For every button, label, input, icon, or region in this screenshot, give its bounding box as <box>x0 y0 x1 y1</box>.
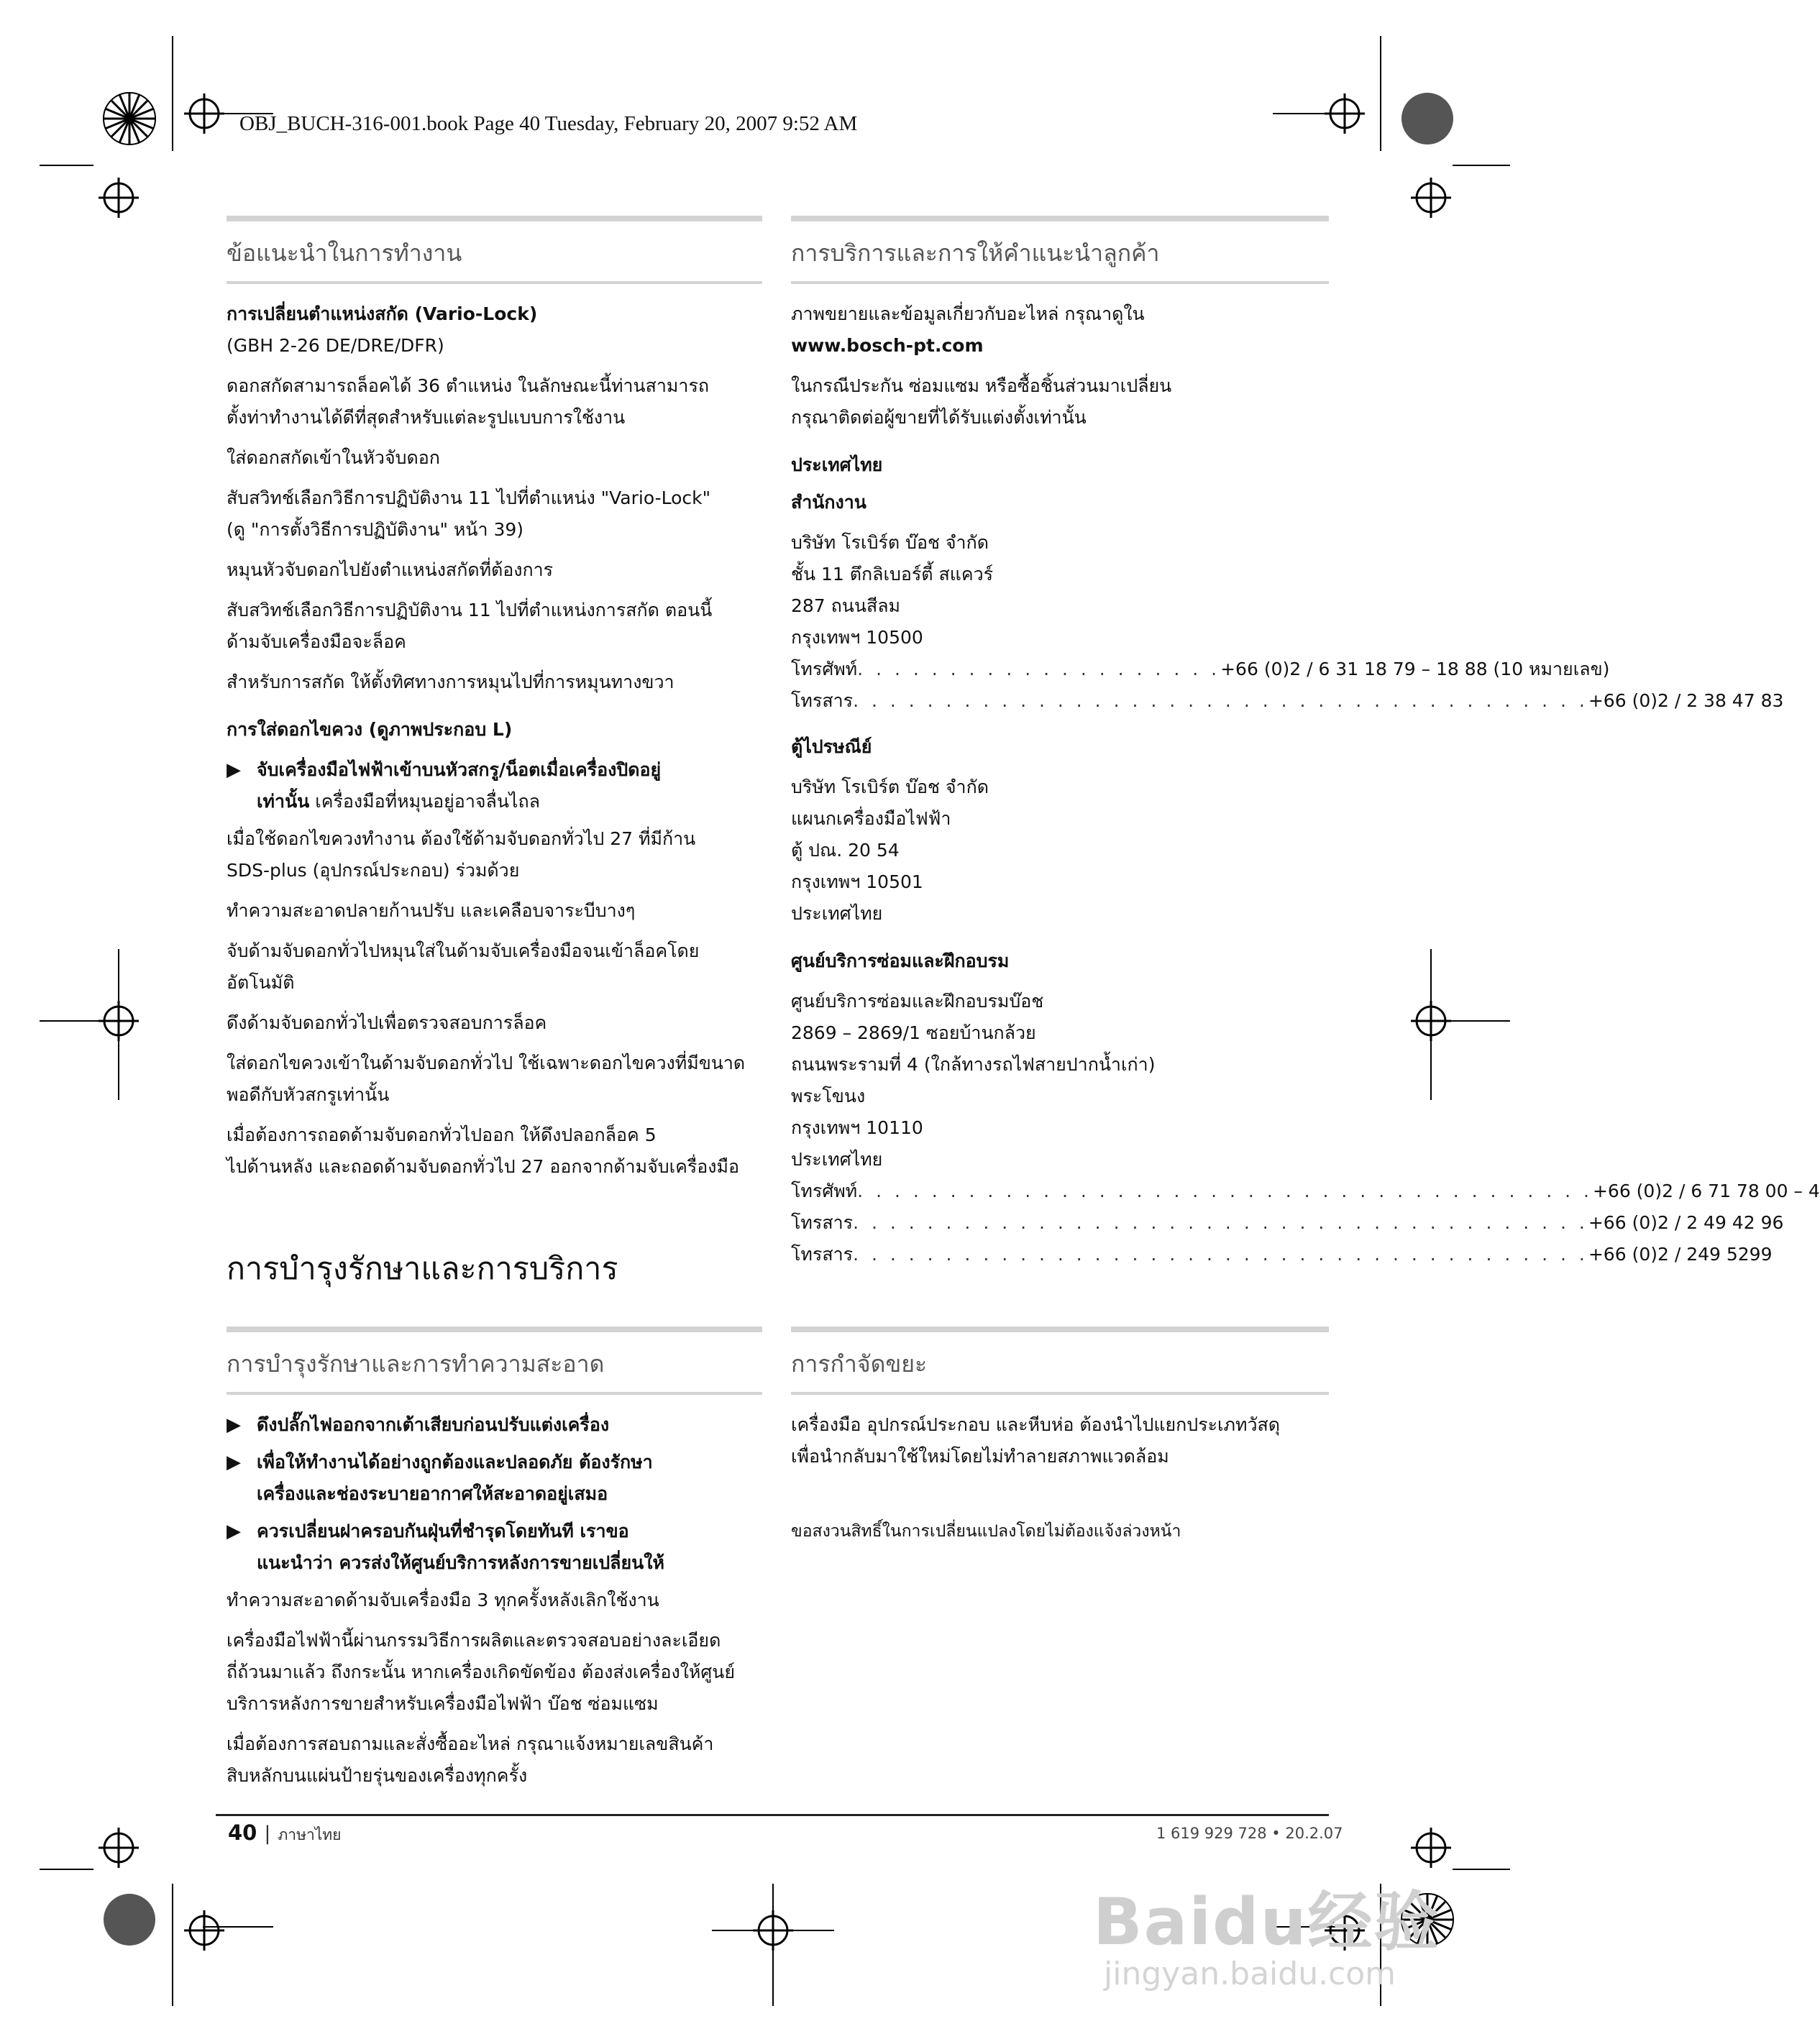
work-tips-heading: ข้อแนะนำในการทำงาน <box>227 216 762 284</box>
paragraph: ดอกสกัดสามารถล็อคได้ 36 ตำแหน่ง ในลักษณะนี้ท่านสามารถ ตั้งท่าทำงานได้ดีที่สุดสำหรับแต่ละรูปแบบการใช้งาน <box>227 375 710 428</box>
paragraph: สับสวิทช์เลือกวิธีการปฏิบัติงาน 11 ไปที่ตำแหน่ง "Vario-Lock" (ดู "การตั้งวิธีการปฏิบัติงาน" หน้า 39) <box>227 487 711 540</box>
center-fax-2: โทรสาร . . . . . . . . . . . . . . . . . . . . . . . . . . . . . . . . . . . . . . . . +66 (0)2 / 249 5299 <box>791 1244 1773 1265</box>
paragraph: เมื่อต้องการสอบถามและสั่งซื้ออะไหล่ กรุณาแจ้งหมายเลขสินค้า สิบหลักบนแผ่นป้ายรุ่นของเครื่องทุกครั้ง <box>227 1733 714 1786</box>
pobox-title: ตู้ไปรษณีย์ <box>791 736 872 757</box>
left-column <box>227 216 762 1191</box>
paragraph: ทำความสะอาดด้ามจับเครื่องมือ 3 ทุกครั้งหลังเลิกใช้งาน <box>227 1590 659 1610</box>
paragraph: สับสวิทช์เลือกวิธีการปฏิบัติงาน 11 ไปที่ตำแหน่งการสกัด ตอนนี้ ด้ามจับเครื่องมือจะล็อค <box>227 600 713 652</box>
maintenance-big-title: การบำรุงรักษาและการบริการ <box>227 1251 618 1287</box>
office-title: สำนักงาน <box>791 492 866 513</box>
footer-rule <box>216 1814 1329 1816</box>
watermark-url: jingyan.baidu.com <box>1104 1956 1396 1992</box>
center-fax-1: โทรสาร . . . . . . . . . . . . . . . . . . . . . . . . . . . . . . . . . . . . . . . . +66 (0)2 / 2 49 42 96 <box>791 1212 1784 1233</box>
paragraph: เมื่อต้องการถอดด้ามจับดอกทั่วไปออก ให้ดึงปลอกล็อค 5 ไปด้านหลัง และถอดด้ามจับดอกทั่วไป 27 ออกจากด้ามจับเครื่องมือ <box>227 1124 740 1177</box>
service-center-address: ศูนย์บริการซ่อมและฝึกอบรมบ๊อช 2869 – 2869/1 ซอยบ้านกล้วย ถนนพระรามที่ 4 (ใกล้ทางรถไฟสายปากน้ำเก่า) พระโขนง กรุงเทพฯ 10110 ประเทศไทย <box>791 991 1156 1170</box>
paragraph: ใส่ดอกไขควงเข้าในด้ามจับดอกทั่วไป ใช้เฉพาะดอกไขควงที่มีขนาด พอดีกับหัวสกรูเท่านั้น <box>227 1053 746 1105</box>
office-address: บริษัท โรเบิร์ต บ๊อช จำกัด ชั้น 11 ตึกลิเบอร์ตี้ สแควร์ 287 ถนนสีลม กรุงเทพฯ 10500 <box>791 532 994 648</box>
paragraph: ในกรณีประกัน ซ่อมแซม หรือซื้อชิ้นส่วนมาเปลี่ยน กรุณาติดต่อผู้ขายที่ได้รับแต่งตั้งเท่านั้น <box>791 375 1172 428</box>
warning-bullet: ▶ ควรเปลี่ยนฝาครอบกันฝุ่นที่ชำรุดโดยทันที เราขอ แนะนำว่า ควรส่งให้ศูนย์บริการหลังการขายเปลี่ยนให้ <box>227 1516 762 1579</box>
service-center-title: ศูนย์บริการซ่อมและฝึกอบรม <box>791 950 1010 971</box>
watermark-brand: Baidu经验 <box>1093 1884 1440 1960</box>
footer-page-info: 40 | ภาษาไทย <box>228 1820 342 1845</box>
office-phone: โทรศัพท์ . . . . . . . . . . . . . . . . . . . . +66 (0)2 / 6 31 18 79 – 18 88 (10 หมายเลข) <box>791 659 1610 679</box>
bosch-url[interactable]: www.bosch-pt.com <box>791 335 984 356</box>
arrow-right-icon: ▶ <box>227 759 241 781</box>
paragraph: ภาพขยายและข้อมูลเกี่ยวกับอะไหล่ กรุณาดูใน www.bosch-pt.com <box>791 303 1145 356</box>
paragraph: จับด้ามจับดอกทั่วไปหมุนใส่ในด้ามจับเครื่องมือจนเข้าล็อคโดย อัตโนมัติ <box>227 940 700 993</box>
warning-bullet: ▶ ดึงปลั๊กไฟออกจากเต้าเสียบก่อนปรับแต่งเครื่อง <box>227 1409 762 1441</box>
language-label: ภาษาไทย <box>278 1826 342 1843</box>
book-header: OBJ_BUCH-316-001.book Page 40 Tuesday, February 20, 2007 9:52 AM <box>239 112 858 135</box>
warning-bullet: ▶ เพื่อให้ทำงานได้อย่างถูกต้องและปลอดภัย ต้องรักษา เครื่องและช่องระบายอากาศให้สะอาดอยู่เสมอ <box>227 1447 762 1510</box>
paragraph: ทำความสะอาดปลายก้านปรับ และเคลือบจาระบีบางๆ <box>227 900 636 921</box>
service-heading: การบริการและการให้คำแนะนำลูกค้า <box>791 216 1329 284</box>
maintenance-section <box>227 1247 762 1291</box>
warning-bullet: ▶ จับเครื่องมือไฟฟ้าเข้าบนหัวสกรู/น็อตเมื่อเครื่องปิดอยู่ เท่านั้น เครื่องมือที่หมุนอยู่อาจลื่นไถล <box>227 754 762 817</box>
center-phone: โทรศัพท์ . . . . . . . . . . . . . . . . . . . . . . . . . . . . . . . . . . . . . . . . +66 (0)2 / 6 71 78 00 – 4 <box>791 1181 1820 1201</box>
maintenance-clean-heading: การบำรุงรักษาและการทำความสะอาด <box>227 1327 762 1395</box>
reserve-note: ขอสงวนสิทธิ์ในการเปลี่ยนแปลงโดยไม่ต้องแจ้งล่วงหน้า <box>791 1522 1181 1541</box>
office-fax: โทรสาร . . . . . . . . . . . . . . . . . . . . . . . . . . . . . . . . . . . . . . . . +66 (0)2 / 2 38 47 83 <box>791 690 1784 711</box>
document-code: 1 619 929 728 • 20.2.07 <box>1156 1825 1343 1842</box>
star-target-top-left <box>104 93 155 145</box>
paragraph: เมื่อใช้ดอกไขควงทำงาน ต้องใช้ด้ามจับดอกทั่วไป 27 ที่มีก้าน SDS-plus (อุปกรณ์ประกอบ) ร่วมด้วย <box>227 828 696 881</box>
screwbit-title: การใส่ดอกไขควง (ดูภาพประกอบ L) <box>227 719 513 740</box>
vario-lock-models: (GBH 2-26 DE/DRE/DFR) <box>227 335 444 356</box>
arrow-right-icon: ▶ <box>227 1521 241 1542</box>
country-title: ประเทศไทย <box>791 454 883 475</box>
paragraph: เครื่องมือ อุปกรณ์ประกอบ และหีบห่อ ต้องนำไปแยกประเภทวัสดุ เพื่อนำกลับมาใช้ใหม่โดยไม่ทำลายสภาพแวดล้อม <box>791 1414 1281 1467</box>
disposal-section <box>791 1327 1329 1556</box>
maintenance-clean-section <box>227 1327 762 1800</box>
paragraph: ดึงด้ามจับดอกทั่วไปเพื่อตรวจสอบการล็อค <box>227 1012 547 1033</box>
paragraph: เครื่องมือไฟฟ้านี้ผ่านกรรมวิธีการผลิตและตรวจสอบอย่างละเอียด ถี่ถ้วนมาแล้ว ถึงกระนั้น หากเครื่องเกิดขัดข้อง ต้องส่งเครื่องให้ศูนย์ บริการหลังการขายสำหรับเครื่องมือไฟฟ้า บ๊อช ซ่อมแซม <box>227 1630 736 1714</box>
paragraph: สำหรับการสกัด ให้ตั้งทิศทางการหมุนไปที่การหมุนทางขวา <box>227 672 675 692</box>
arrow-right-icon: ▶ <box>227 1452 241 1473</box>
page-number: 40 <box>228 1820 257 1845</box>
paragraph: หมุนหัวจับดอกไปยังตำแหน่งสกัดที่ต้องการ <box>227 559 554 580</box>
arrow-right-icon: ▶ <box>227 1414 241 1436</box>
paragraph: ใส่ดอกสกัดเข้าในหัวจับดอก <box>227 447 440 468</box>
right-column <box>791 216 1820 1270</box>
disposal-heading: การกำจัดขยะ <box>791 1327 1329 1395</box>
pobox-address: บริษัท โรเบิร์ต บ๊อช จำกัด แผนกเครื่องมือไฟฟ้า ตู้ ปณ. 20 54 กรุงเทพฯ 10501 ประเทศไทย <box>791 776 989 924</box>
vario-lock-title: การเปลี่ยนตำแหน่งสกัด (Vario-Lock) <box>227 303 538 324</box>
